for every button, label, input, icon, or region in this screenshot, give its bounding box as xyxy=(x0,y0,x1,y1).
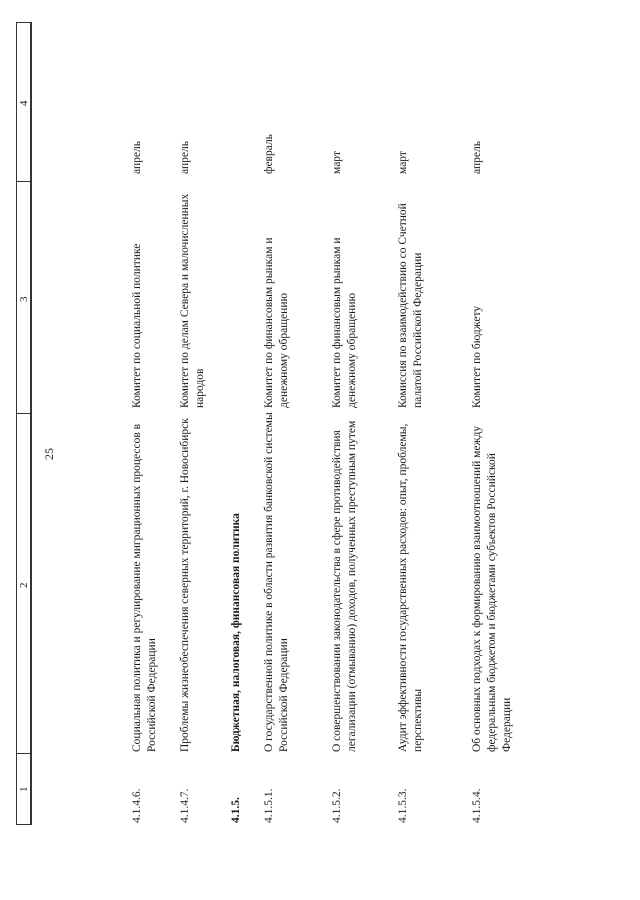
header-col-4: 4 xyxy=(18,100,30,106)
scanned-page: 25 1 2 3 4 4.1.4.6. Социальная политика и регулирование миграционных процессов в Российской Федерации Комитет по социальной политике апрель 4.1.4.7. Проблемы жизнеобеспечения северных территорий, г. Новосибирск Комитет по делам Севера и малочисленных народов апрель 4.1.5. Бюджетная, налоговая, финансовая политика 4.1.5.1. О государственной политике в области развития банковской системы Российской Федерации Комитет по финансовым рынкам и денежному обращению февраль 4.1.5.2. О совершенствовании законодательства в сфере противодействия легализации (отмыванию) доходов, полученных преступным путем Комитет по финансовым рынкам и денежному обращению март 4.1.5.3. Аудит эффективности государственных расходов: опыт, проблемы, перспективы Комиссия по взаимодействию со Счетной палатой Российской Федерации март 4.1.5.4. Об основных подходах к формированию взаимоотношений между федеральным бюджетом и бюджетами субъектов Российской Федерации Комитет по бюджету апрель xyxy=(0,0,640,900)
header-col-1: 1 xyxy=(18,786,30,792)
header-col-3: 3 xyxy=(18,296,30,302)
page-number: 25 xyxy=(42,448,56,460)
header-col-2: 2 xyxy=(18,582,30,588)
table-header-row xyxy=(16,22,32,825)
